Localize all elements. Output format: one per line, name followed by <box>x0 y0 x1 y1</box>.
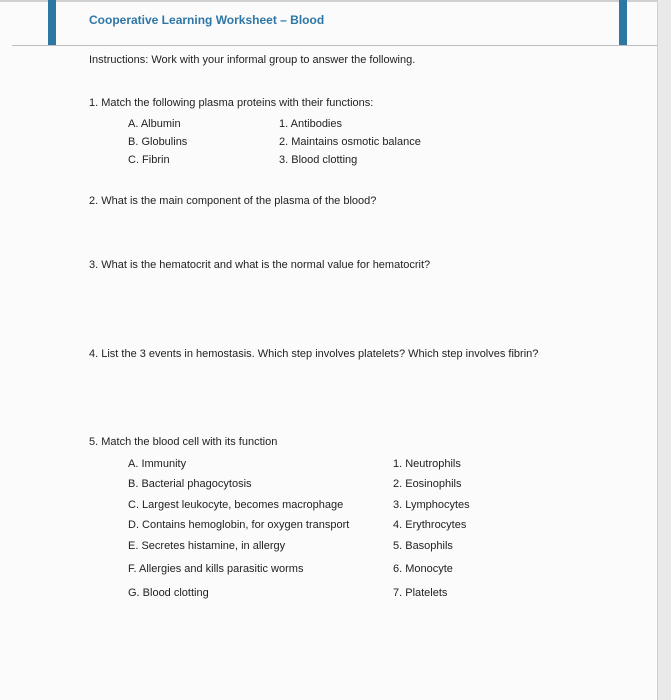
question-1-prompt: 1. Match the following plasma proteins with their functions: <box>89 97 374 109</box>
q1-left-item: C. Fibrin <box>128 154 170 166</box>
q5-left-item: D. Contains hemoglobin, for oxygen transport <box>128 519 350 531</box>
q5-left-item: G. Blood clotting <box>128 587 209 599</box>
header-divider <box>12 45 657 46</box>
q5-left-item: E. Secretes histamine, in allergy <box>128 540 286 552</box>
question-2-prompt: 2. What is the main component of the plasma of the blood? <box>89 195 377 207</box>
header-accent-bar-right <box>619 0 627 46</box>
question-4-prompt: 4. List the 3 events in hemostasis. Which step involves platelets? Which step involves fibrin? <box>89 348 539 360</box>
q5-right-item: 4. Erythrocytes <box>393 519 467 531</box>
question-5-prompt: 5. Match the blood cell with its function <box>89 436 278 448</box>
q5-right-item: 3. Lymphocytes <box>393 499 470 511</box>
q1-left-item: B. Globulins <box>128 136 188 148</box>
page-top-edge <box>0 0 671 2</box>
q5-left-item: B. Bacterial phagocytosis <box>128 478 252 490</box>
q1-right-item: 1. Antibodies <box>279 118 342 130</box>
q1-right-item: 3. Blood clotting <box>279 154 358 166</box>
q5-left-item: C. Largest leukocyte, becomes macrophage <box>128 499 344 511</box>
question-3-prompt: 3. What is the hematocrit and what is the normal value for hematocrit? <box>89 259 431 271</box>
q5-right-item: 1. Neutrophils <box>393 458 461 470</box>
q1-right-item: 2. Maintains osmotic balance <box>279 136 421 148</box>
instructions-text: Instructions: Work with your informal group to answer the following. <box>89 54 416 66</box>
page-right-edge <box>657 0 671 700</box>
q5-left-item: F. Allergies and kills parasitic worms <box>128 563 304 575</box>
q5-right-item: 7. Platelets <box>393 587 448 599</box>
q5-right-item: 6. Monocyte <box>393 563 453 575</box>
q5-right-item: 5. Basophils <box>393 540 453 552</box>
worksheet-title: Cooperative Learning Worksheet – Blood <box>89 13 325 27</box>
q5-left-item: A. Immunity <box>128 458 187 470</box>
header-accent-bar-left <box>48 0 56 46</box>
q1-left-item: A. Albumin <box>128 118 181 130</box>
q5-right-item: 2. Eosinophils <box>393 478 462 490</box>
